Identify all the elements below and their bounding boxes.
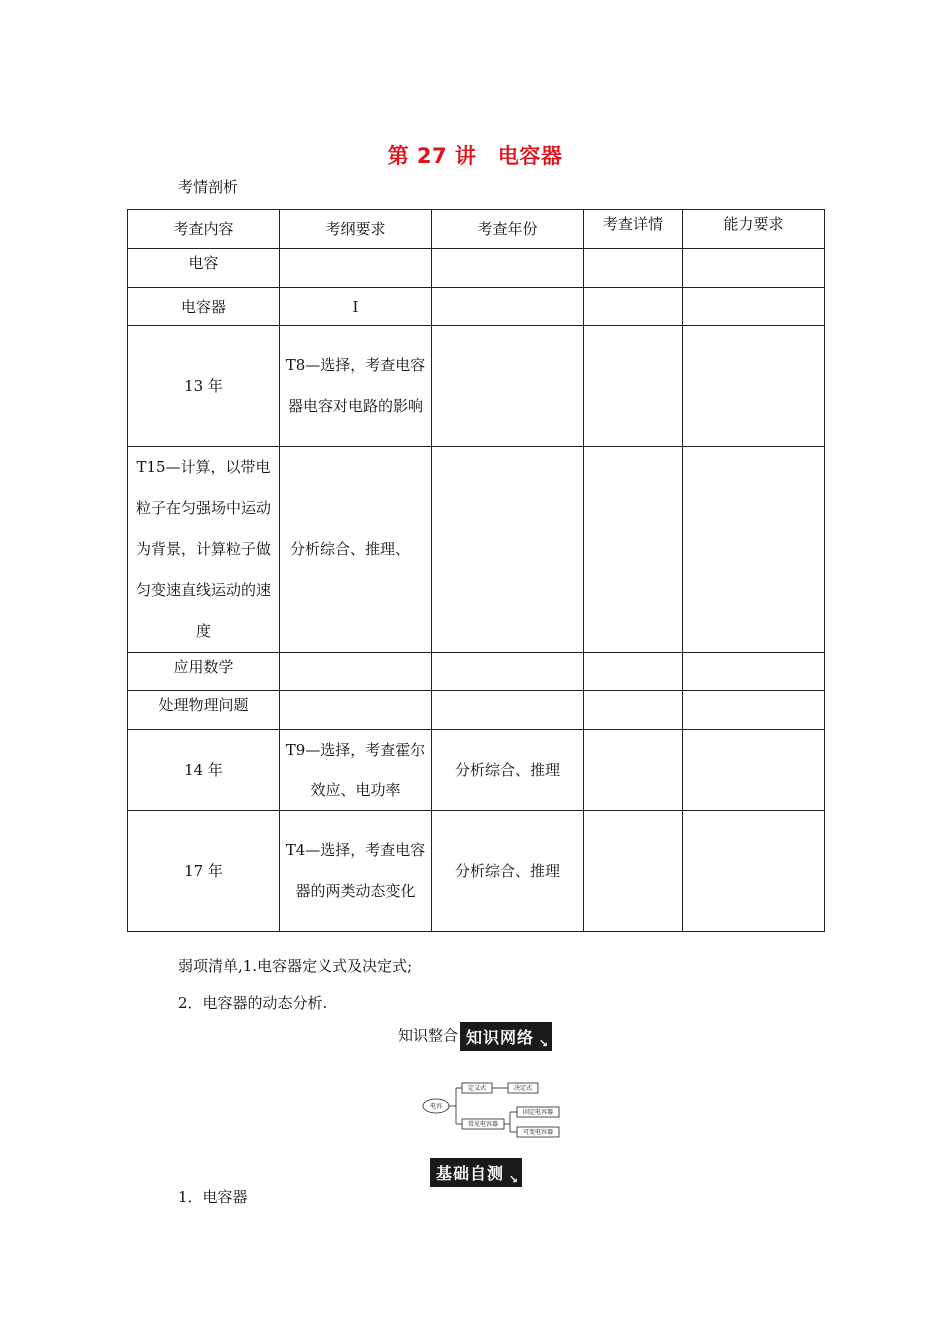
table-cell — [683, 288, 825, 326]
table-cell: 分析综合、推理、 — [280, 447, 432, 653]
table-header-cell: 能力要求 — [683, 210, 825, 249]
table-cell: 电容器 — [128, 288, 280, 326]
table-cell — [683, 447, 825, 653]
knowledge-network-badge — [460, 1022, 552, 1051]
table-cell — [584, 691, 683, 730]
table-cell — [432, 249, 584, 288]
table-cell — [432, 447, 584, 653]
table-cell — [280, 653, 432, 691]
table-cell — [280, 249, 432, 288]
table-cell — [683, 326, 825, 447]
table-cell: T15—计算，以带电粒子在匀强场中运动为背景，计算粒子做匀变速直线运动的速度 — [128, 447, 280, 653]
knowledge-label: 知识整合 — [397, 1026, 458, 1045]
table-cell — [584, 653, 683, 691]
table-cell — [683, 691, 825, 730]
table-cell — [584, 288, 683, 326]
table-cell: 17 年 — [128, 811, 280, 932]
table-header-cell: 考纲要求 — [280, 210, 432, 249]
self-test-badge-text: 基础自测 — [435, 1164, 504, 1183]
diagram-label-variable: 可变电容器 — [522, 1129, 554, 1136]
table-cell: Ⅰ — [280, 288, 432, 326]
item-1-heading: 1．电容器 — [178, 1188, 248, 1206]
section-label: 考情剖析 — [178, 178, 239, 196]
self-test-heading — [0, 1158, 950, 1187]
table-header-row — [128, 210, 825, 249]
table-row — [128, 691, 825, 730]
table-cell — [683, 730, 825, 811]
diagram-label-common: 常见电容器 — [467, 1121, 499, 1128]
table-cell: T9—选择，考查霍尔效应、电功率 — [280, 730, 432, 811]
table-cell — [683, 653, 825, 691]
table-header-cell: 考查内容 — [128, 210, 280, 249]
table-cell — [432, 326, 584, 447]
self-test-badge — [430, 1158, 522, 1187]
page-title: 第 27 讲 电容器 — [387, 144, 563, 168]
table-cell: 处理物理问题 — [128, 691, 280, 730]
exam-analysis-table — [127, 209, 825, 932]
table-header-cell: 考查详情 — [584, 210, 683, 249]
table-cell — [280, 691, 432, 730]
table-cell: 应用数学 — [128, 653, 280, 691]
table-row — [128, 653, 825, 691]
table-cell: 13 年 — [128, 326, 280, 447]
knowledge-network-diagram — [420, 1078, 570, 1142]
weak-items-line-2: 2．电容器的动态分析. — [178, 994, 328, 1012]
table-cell — [584, 447, 683, 653]
table-cell: T8—选择，考查电容器电容对电路的影响 — [280, 326, 432, 447]
table-cell: 分析综合、推理 — [432, 811, 584, 932]
table-row — [128, 249, 825, 288]
arrow-icon: ↘ — [508, 1173, 519, 1186]
table-cell: 电容 — [128, 249, 280, 288]
diagram-root-label: 电容 — [429, 1103, 443, 1110]
knowledge-badge-text: 知识网络 — [466, 1028, 535, 1047]
table-cell: 分析综合、推理 — [432, 730, 584, 811]
table-cell — [584, 326, 683, 447]
table-cell — [432, 288, 584, 326]
table-cell — [584, 811, 683, 932]
diagram-label-determination: 决定式 — [513, 1085, 533, 1092]
table-cell: T4—选择，考查电容器的两类动态变化 — [280, 811, 432, 932]
table-cell — [432, 653, 584, 691]
table-cell: 14 年 — [128, 730, 280, 811]
table-cell — [683, 811, 825, 932]
table-row — [128, 811, 825, 932]
arrow-icon: ↘ — [538, 1037, 550, 1050]
table-cell — [584, 249, 683, 288]
table-cell — [432, 691, 584, 730]
table-header-cell: 考查年份 — [432, 210, 584, 249]
table-row — [128, 730, 825, 811]
table-row — [128, 326, 825, 447]
knowledge-network-heading — [0, 1022, 950, 1051]
diagram-label-definition: 定义式 — [467, 1085, 487, 1092]
table-cell — [683, 249, 825, 288]
diagram-label-fixed: 固定电容器 — [522, 1109, 554, 1116]
table-row — [128, 288, 825, 326]
weak-items-line-1: 弱项清单,1.电容器定义式及决定式; — [178, 957, 413, 975]
table-row — [128, 447, 825, 653]
table-cell — [584, 730, 683, 811]
